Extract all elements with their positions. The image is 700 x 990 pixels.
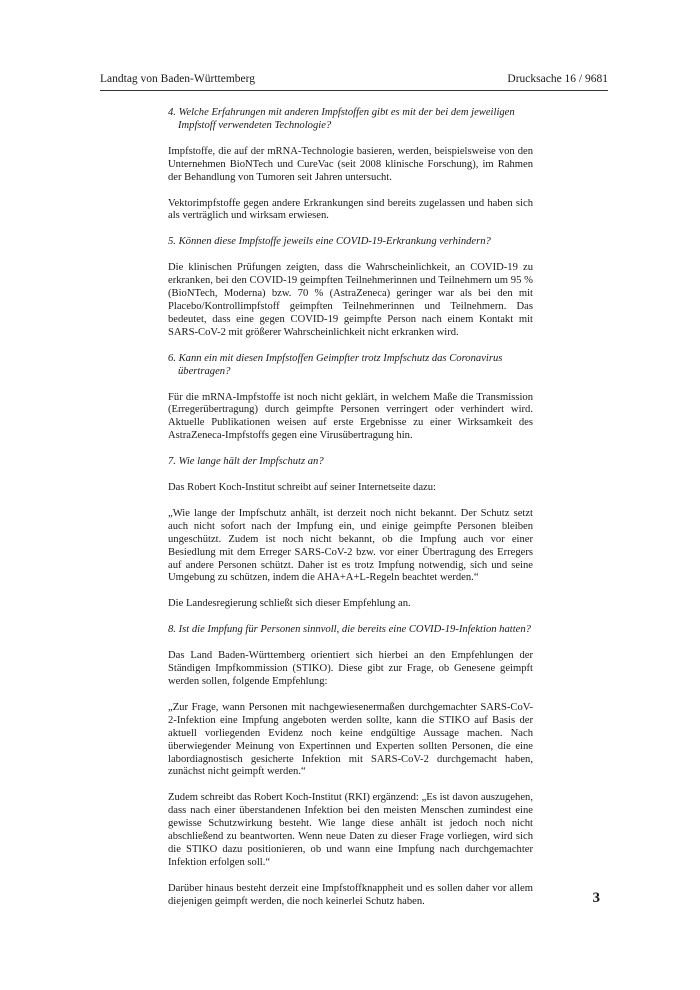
question-4: 4. Welche Erfahrungen mit anderen Impfstoffen gibt es mit der bei dem jeweiligen Impfstoff verwendeten Technologie? bbox=[168, 107, 515, 131]
question-6: 6. Kann ein mit diesen Impfstoffen Geimpfter trotz Impfschutz das Coronavirus übertragen? bbox=[168, 352, 503, 377]
page-number: 3 bbox=[592, 890, 600, 906]
header-parliament-name: Landtag von Baden-Württemberg bbox=[100, 73, 255, 85]
answer-7-conclusion: Die Landesregierung schließt sich dieser Empfehlung an. bbox=[168, 598, 411, 610]
answer-4-paragraph-2: Vektorimpfstoffe gegen andere Erkrankungen sind bereits zugelassen und haben sich als verträglich und wirksam erwiesen. bbox=[168, 197, 533, 222]
answer-7-quote: „Wie lange der Impfschutz anhält, ist derzeit noch nicht bekannt. Der Schutz setzt auch nicht sofort nach der Impfung ein, und einige geimpfte Personen bleiben ungeschützt. Zudem ist noch nicht bekannt, ob die Impfung auch vor einer Besiedlung mit dem Erreger SARS-CoV-2 bzw. vor einer Übertragung des Erregers auf andere Personen schützt. Daher ist es trotz Impfung notwendig, sich und seine Umgebung zu schützen, indem die AHA+A+L-Regeln beachtet werden.“ bbox=[168, 507, 533, 584]
answer-5-paragraph: Die klinischen Prüfungen zeigten, dass die Wahrscheinlichkeit, an COVID-19 zu erkranken, bei den COVID-19 geimpften Teilnehmerinnen und Teilnehmern um 95 % (BioNTech, Moderna) bzw. 70 % (AstraZeneca) geringer war als bei den mit Placebo/Kontrollimpfstoff geimpften Teilnehmerinnen und Teilnehmern. Das bedeutet, dass eine gegen COVID-19 geimpfte Person nach einem Kontakt mit SARS-CoV-2 mit größerer Wahrscheinlichkeit nicht erkranken wird. bbox=[168, 262, 533, 338]
document-body bbox=[168, 107, 533, 922]
page-header bbox=[100, 72, 608, 91]
answer-4-paragraph-1: Impfstoffe, die auf der mRNA-Technologie basieren, werden, beispielsweise von den Unternehmen BioNTech und CureVac (seit 2008 klinische Forschung), im Rahmen der Behandlung von Tumoren seit Jahren untersucht. bbox=[168, 145, 533, 183]
answer-8-rki-quote: Zudem schreibt das Robert Koch-Institut (RKI) ergänzend: „Es ist davon auszugehen, dass nach einer überstandenen Infektion bei den meisten Menschen zumindest eine gewisse Schutzwirkung besteht. Wie lange diese anhält ist jedoch noch nicht abschließend zu beantworten. Wenn neue Daten zu dieser Frage vorliegen, wird sich die STIKO dazu positionieren, ob und wann eine Impfung nach durchgemachter Infektion erfolgen soll.“ bbox=[168, 792, 533, 868]
answer-7-intro: Das Robert Koch-Institut schreibt auf seiner Internetseite dazu: bbox=[168, 482, 436, 494]
header-document-number: Drucksache 16 / 9681 bbox=[507, 73, 608, 85]
answer-6-paragraph: Für die mRNA-Impfstoffe ist noch nicht geklärt, in welchem Maße die Transmission (Erregerübertragung) durch geimpfte Personen verringert oder verhindert wird. Aktuelle Publikationen weisen auf erste Ergebnisse zu einer Wirksamkeit des AstraZeneca-Impfstoffs gegen eine Virusübertragung hin. bbox=[168, 391, 533, 442]
answer-8-intro: Das Land Baden-Württemberg orientiert sich hierbei an den Empfehlungen der Ständigen Impfkommission (STIKO). Diese gibt zur Frage, ob Genesene geimpft werden sollen, folgende Empfehlung: bbox=[168, 650, 533, 687]
question-5: 5. Können diese Impfstoffe jeweils eine COVID-19-Erkrankung verhindern? bbox=[168, 236, 491, 248]
answer-8-stiko-quote: „Zur Frage, wann Personen mit nachgewiesenermaßen durchgemachter SARS-CoV-2-Infektion eine Impfung angeboten werden sollte, kann die STIKO auf Basis der aktuell vorliegenden Evidenz noch keine endgültige Aussage machen. Nach überwiegender Meinung von Expertinnen und Experten sollten Personen, die eine labordiagnostisch gesicherte Infektion mit SARS-CoV-2 durchgemacht haben, zunächst nicht geimpft werden.“ bbox=[168, 701, 533, 778]
question-7: 7. Wie lange hält der Impfschutz an? bbox=[168, 456, 324, 468]
question-8: 8. Ist die Impfung für Personen sinnvoll, die bereits eine COVID-19-Infektion hatten? bbox=[168, 624, 531, 636]
answer-8-conclusion: Darüber hinaus besteht derzeit eine Impfstoffknappheit und es sollen daher vor allem diejenigen geimpft werden, die noch keinerlei Schutz haben. bbox=[168, 882, 533, 907]
